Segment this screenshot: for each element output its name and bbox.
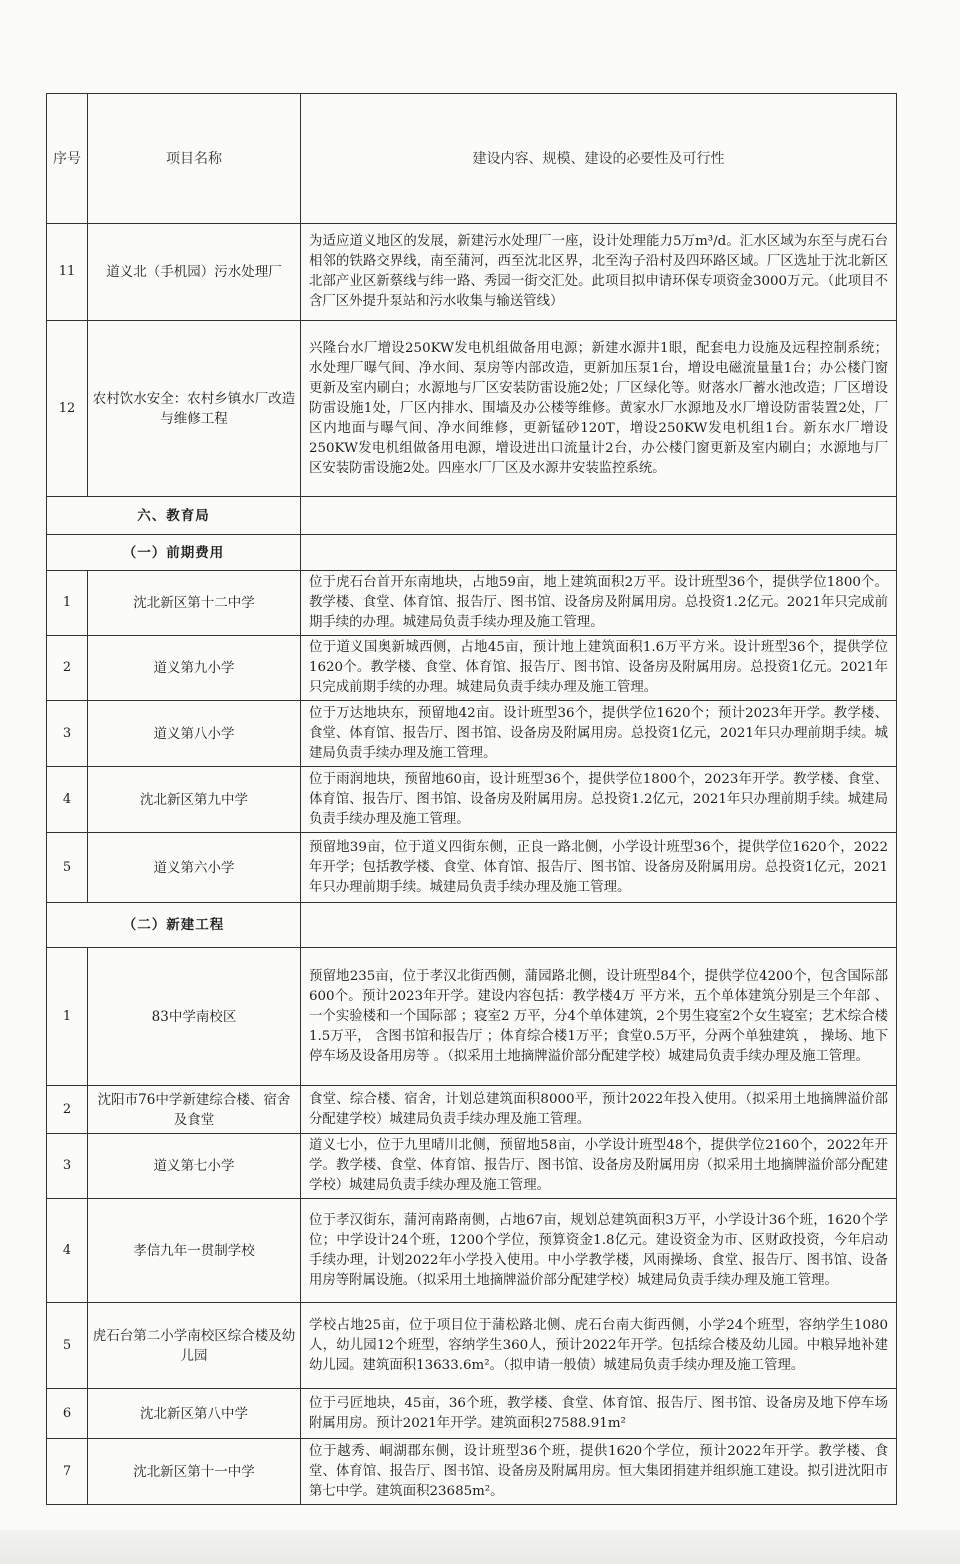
subsection-row [47, 903, 897, 948]
row-name: 道义第九小学 [88, 636, 301, 701]
row-name: 沈北新区第九中学 [88, 767, 301, 833]
table-row [47, 1439, 897, 1505]
row-name: 道义北（手机园）污水处理厂 [88, 224, 301, 321]
row-num: 1 [47, 948, 88, 1086]
table-row [47, 948, 897, 1086]
table-row [47, 636, 897, 701]
table-row [47, 1086, 897, 1134]
row-name: 沈北新区第八中学 [88, 1389, 301, 1439]
row-desc: 位于虎石台首开东南地块，占地59亩，地上建筑面积2万平。设计班型36个，提供学位1800个。教学楼、食堂、体育馆、报告厅、图书馆、设备房及附属用房。总投资1.2亿元。2021年只完成前期手续的办理。城建局负责手续办理及施工管理。 [301, 571, 897, 636]
table-row [47, 571, 897, 636]
row-desc: 位于道义国奥新城西侧，占地45亩，预计地上建筑面积1.6万平方米。设计班型36个，提供学位1620个。教学楼、食堂、体育馆、报告厅、图书馆、设备房及附属用房。总投资1亿元。2021年只完成前期手续的办理。城建局负责手续办理及施工管理。 [301, 636, 897, 701]
row-name: 孝信九年一贯制学校 [88, 1199, 301, 1303]
row-name: 沈北新区第十一中学 [88, 1439, 301, 1505]
row-desc: 位于万达地块东，预留地42亩。设计班型36个，提供学位1620个；预计2023年开学。教学楼、食堂、体育馆、报告厅、图书馆、设备房及附属用房。总投资1亿元，2021年只办理前期手续。城建局负责手续办理及施工管理。 [301, 701, 897, 767]
subsection-title: （二）新建工程 [47, 903, 301, 948]
row-num: 3 [47, 701, 88, 767]
project-table [46, 93, 897, 1505]
row-desc: 食堂、综合楼、宿舍，计划总建筑面积8000平，预计2022年投入使用。（拟采用土地摘牌溢价部分配建学校）城建局负责手续办理及施工管理。 [301, 1086, 897, 1134]
header-name: 项目名称 [88, 94, 301, 224]
row-num: 2 [47, 1086, 88, 1134]
subsection-title: （一）前期费用 [47, 535, 301, 571]
row-desc: 道义七小，位于九里晴川北侧，预留地58亩，小学设计班型48个，提供学位2160个，2022年开学。教学楼、食堂、体育馆、报告厅、图书馆、设备房及附属用房（拟采用土地摘牌溢价部分配建学校）城建局负责手续办理及施工管理。 [301, 1134, 897, 1199]
row-num: 4 [47, 1199, 88, 1303]
table-row [47, 1199, 897, 1303]
row-num: 2 [47, 636, 88, 701]
header-num: 序号 [47, 94, 88, 224]
table-row [47, 833, 897, 903]
row-num: 5 [47, 833, 88, 903]
page-bottom-shadow [0, 1530, 960, 1564]
header-desc: 建设内容、规模、建设的必要性及可行性 [301, 94, 897, 224]
row-desc: 为适应道义地区的发展，新建污水处理厂一座，设计处理能力5万m³/d。汇水区域为东至与虎石台相邻的铁路交界线，南至蒲河，西至沈北区界，北至沟子沿村及四环路区域。厂区选址于沈北新区北部产业区新蔡线与纬一路、秀园一街交汇处。此项目拟申请环保专项资金3000万元。（此项目不含厂区外提升泵站和污水收集与输送管线） [301, 224, 897, 321]
subsection-row [47, 535, 897, 571]
row-name: 道义第八小学 [88, 701, 301, 767]
row-name: 83中学南校区 [88, 948, 301, 1086]
table-header-row [47, 94, 897, 224]
row-num: 11 [47, 224, 88, 321]
row-desc: 学校占地25亩，位于项目位于蒲松路北侧、虎石台南大街西侧，小学24个班型，容纳学生1080人，幼儿园12个班型，容纳学生360人，预计2022年开学。包括综合楼及幼儿园。中粮异地补建幼儿园。建筑面积13633.6m²。（拟申请一般债）城建局负责手续办理及施工管理。 [301, 1303, 897, 1389]
row-name: 道义第六小学 [88, 833, 301, 903]
table-row [47, 767, 897, 833]
row-name: 农村饮水安全：农村乡镇水厂改造与维修工程 [88, 321, 301, 497]
row-name: 虎石台第二小学南校区综合楼及幼儿园 [88, 1303, 301, 1389]
project-table-page [46, 93, 896, 1505]
table-row [47, 224, 897, 321]
row-desc: 位于雨润地块，预留地60亩，设计班型36个，提供学位1800个，2023年开学。教学楼、食堂、体育馆、报告厅、图书馆、设备房及附属用房。总投资1.2亿元，2021年只办理前期手续。城建局负责手续办理及施工管理。 [301, 767, 897, 833]
row-desc: 预留地39亩，位于道义四街东侧，正良一路北侧，小学设计班型36个，提供学位1620个，2022年开学；包括教学楼、食堂、体育馆、报告厅、图书馆、设备房及附属用房。总投资1亿元，2021年只办理前期手续。城建局负责手续办理及施工管理。 [301, 833, 897, 903]
row-num: 7 [47, 1439, 88, 1505]
row-num: 3 [47, 1134, 88, 1199]
table-row [47, 1389, 897, 1439]
section-row [47, 497, 897, 535]
row-num: 4 [47, 767, 88, 833]
section-title: 六、教育局 [47, 497, 301, 535]
row-desc: 位于越秀、峒湖郡东侧，设计班型36个班，提供1620个学位，预计2022年开学。教学楼、食堂、体育馆、报告厅、图书馆、设备房及附属用房。恒大集团捐建并组织施工建设。拟引进沈阳市第七中学。建筑面积23685m²。 [301, 1439, 897, 1505]
row-desc: 位于孝汉街东，蒲河南路南侧，占地67亩，规划总建筑面积3万平，小学设计36个班，1620个学位；中学设计24个班，1200个学位，预算资金1.8亿元。建设资金为市、区财政投资，今年启动手续办理，计划2022年小学投入使用。中小学教学楼，风雨操场、食堂、报告厅、图书馆、设备用房等附属设施。（拟采用土地摘牌溢价部分配建学校）城建局负责手续办理及施工管理。 [301, 1199, 897, 1303]
table-row [47, 701, 897, 767]
row-desc: 预留地235亩，位于孝汉北街西侧，蒲园路北侧，设计班型84个，提供学位4200个，包含国际部600个。预计2023年开学。建设内容包括：教学楼4万 平方米，五个单体建筑分别是三个年部 、一个实验楼和一个国际部 ；寝室2 万平，分4个单体建筑，2个男生寝室2个女生寝室；艺术综合楼1.5万平， 含图书馆和报告厅 ；体育综合楼1万平；食堂0.5万平，分两个单独建筑 ， 操场、地下停车场及设备用房等 。（拟采用土地摘牌溢价部分配建学校）城建局负责手续办理及施工管理。 [301, 948, 897, 1086]
row-name: 沈北新区第十二中学 [88, 571, 301, 636]
row-num: 5 [47, 1303, 88, 1389]
table-row [47, 1134, 897, 1199]
row-name: 沈阳市76中学新建综合楼、宿舍及食堂 [88, 1086, 301, 1134]
table-row [47, 1303, 897, 1389]
row-num: 12 [47, 321, 88, 497]
row-num: 1 [47, 571, 88, 636]
row-desc: 兴隆台水厂增设250KW发电机组做备用电源；新建水源井1眼，配套电力设施及远程控制系统；水处理厂曝气间、净水间、泵房等内部改造，更新加压泵1台，增设电磁流量量1台；办公楼门窗更新及室内刷白；水源地与厂区安装防雷设施2处；厂区绿化等。财落水厂蓄水池改造；厂区增设防雷设施1处，厂区内排水、围墙及办公楼等维修。黄家水厂水源地及水厂增设防雷装置2处，厂区内地面与曝气间、净水间维修，更新锰砂120T，增设250KW发电机组1台。新东水厂增设250KW发电机组做备用电源，增设进出口流量计2台，办公楼门窗更新及室内刷白；水源地与厂区安装防雷设施2处。四座水厂厂区及水源井安装监控系统。 [301, 321, 897, 497]
row-num: 6 [47, 1389, 88, 1439]
table-row [47, 321, 897, 497]
row-desc: 位于弓匠地块，45亩，36个班，教学楼、食堂、体育馆、报告厅、图书馆、设备房及地下停车场附属用房。预计2021年开学。建筑面积27588.91m² [301, 1389, 897, 1439]
row-name: 道义第七小学 [88, 1134, 301, 1199]
